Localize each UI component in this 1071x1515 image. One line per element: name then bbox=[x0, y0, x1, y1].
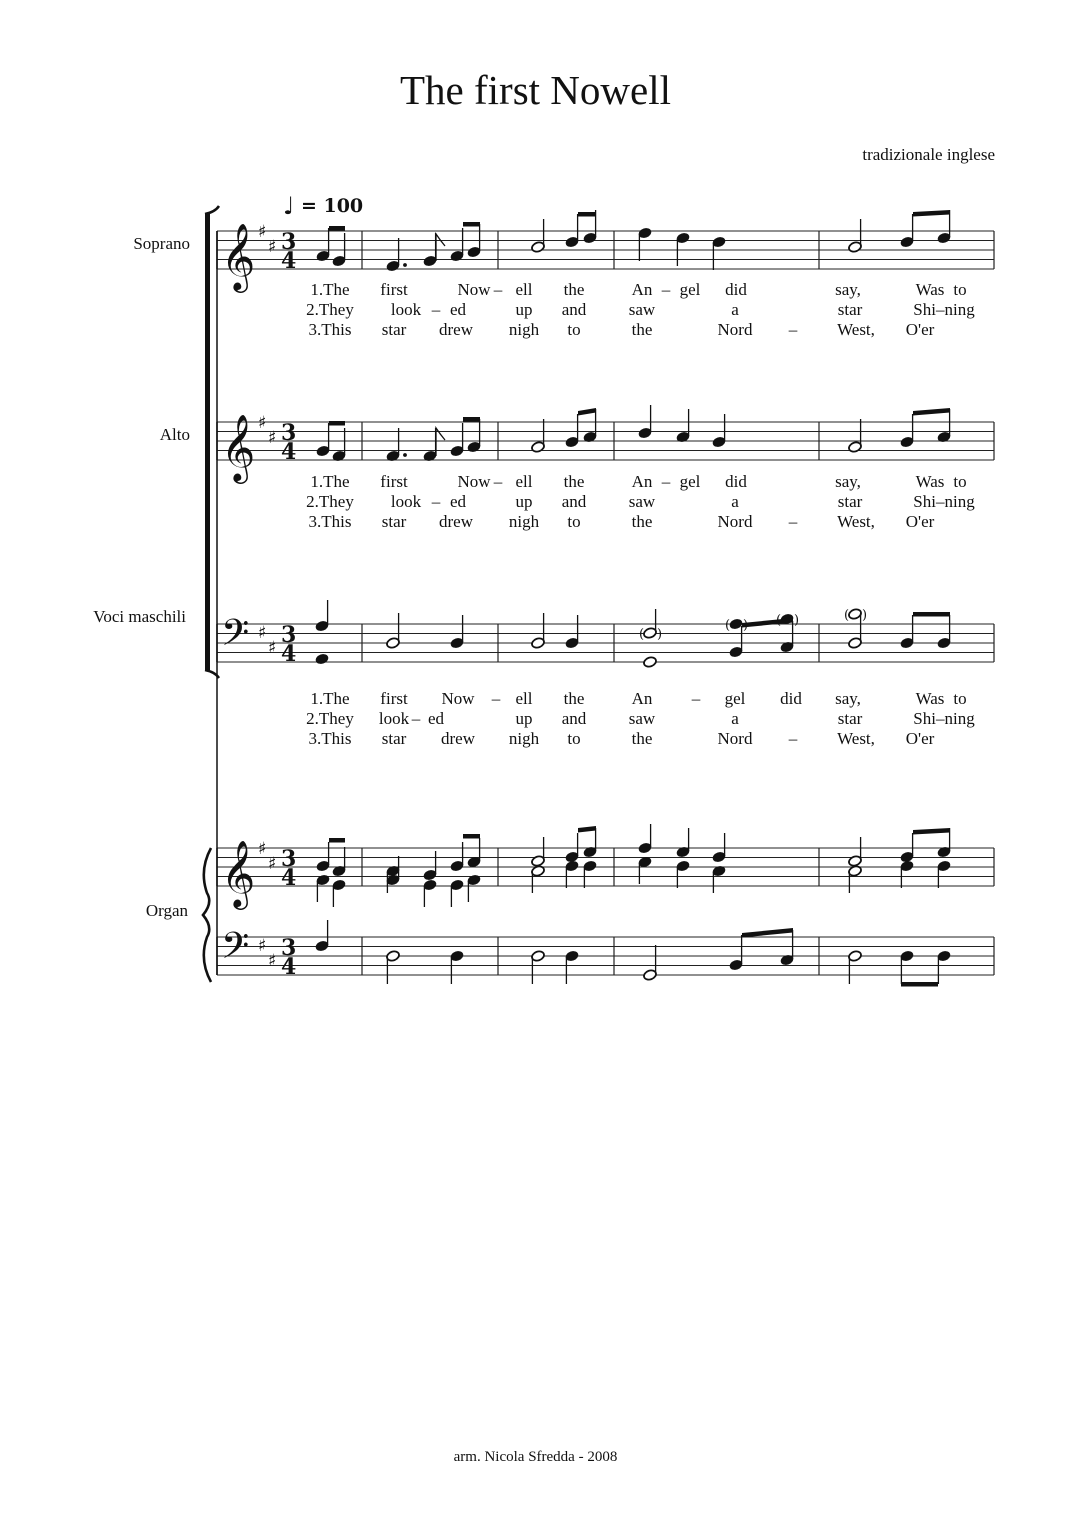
note bbox=[900, 860, 915, 888]
lyric-men-verse2: look bbox=[378, 709, 410, 728]
note bbox=[467, 224, 482, 258]
time-signature-unit: 4 bbox=[281, 865, 297, 891]
note bbox=[937, 210, 952, 244]
note bbox=[900, 615, 915, 649]
lyric-soprano-verse1: Now bbox=[457, 280, 491, 299]
note bbox=[565, 950, 580, 984]
lyric-soprano-verse2: up bbox=[515, 300, 533, 319]
notehead bbox=[643, 656, 658, 669]
sharp-icon: ♯ bbox=[268, 638, 277, 658]
beam bbox=[742, 928, 793, 938]
lyric-alto-verse2: look bbox=[390, 492, 422, 511]
lyric-soprano-verse2: – bbox=[431, 300, 441, 319]
lyric-soprano-verse3: – bbox=[788, 320, 798, 339]
sharp-icon: ♯ bbox=[268, 237, 277, 257]
note bbox=[450, 879, 465, 907]
lyric-soprano-verse2: 2.They bbox=[306, 300, 354, 319]
lyric-soprano-verse3: to bbox=[567, 320, 581, 339]
beam bbox=[742, 618, 793, 628]
lyric-men-verse1: 1.The bbox=[310, 689, 350, 708]
note bbox=[332, 428, 347, 462]
note bbox=[676, 409, 691, 443]
lyric-soprano-verse1: 1.The bbox=[310, 280, 350, 299]
beam bbox=[913, 612, 950, 617]
lyric-alto-verse1: Now bbox=[457, 472, 491, 491]
beam bbox=[578, 408, 596, 416]
lyric-men-verse3: O'er bbox=[905, 729, 935, 748]
lyric-alto-verse3: West, bbox=[837, 512, 875, 531]
note bbox=[937, 860, 952, 888]
beam bbox=[463, 417, 480, 422]
note bbox=[423, 851, 438, 881]
note bbox=[467, 419, 482, 453]
lyric-soprano-verse1: say, bbox=[835, 280, 861, 299]
quarter-note-icon: ♩ bbox=[283, 192, 295, 220]
lyric-men-verse2: up bbox=[515, 709, 533, 728]
lyric-men-verse3: – bbox=[788, 729, 798, 748]
parenthesis: ( bbox=[725, 618, 731, 633]
beam bbox=[463, 834, 480, 839]
time-signature-beats: 3 bbox=[281, 229, 297, 255]
lyric-soprano-verse3: nigh bbox=[508, 320, 540, 339]
lyric-soprano-verse1: first bbox=[380, 280, 408, 299]
lyric-soprano-verse1: An bbox=[631, 280, 653, 299]
note bbox=[450, 950, 465, 984]
lyric-soprano-verse2: saw bbox=[628, 300, 656, 319]
lyric-alto-verse3: the bbox=[631, 512, 653, 531]
lyric-soprano-verse3: star bbox=[381, 320, 407, 339]
flag bbox=[436, 428, 445, 456]
lyric-men-verse1: – bbox=[491, 689, 501, 708]
lyric-soprano-verse2: a bbox=[731, 300, 739, 319]
lyric-soprano-verse1: – bbox=[493, 280, 503, 299]
bass-clef-icon: 𝄢 bbox=[221, 925, 250, 976]
note bbox=[531, 219, 546, 253]
note bbox=[423, 879, 438, 907]
note bbox=[315, 920, 330, 952]
note bbox=[937, 615, 952, 649]
lyric-men-verse1: did bbox=[780, 689, 802, 708]
note bbox=[450, 615, 465, 649]
lyric-alto-verse1: – bbox=[661, 472, 671, 491]
lyric-alto-verse1: ell bbox=[515, 472, 533, 491]
note bbox=[531, 950, 546, 984]
lyric-soprano-verse2: Shi–ning bbox=[913, 300, 975, 319]
lyric-men-verse3: nigh bbox=[508, 729, 540, 748]
treble-clef-icon: 𝄞 bbox=[221, 839, 256, 907]
lyric-alto-verse1: An bbox=[631, 472, 653, 491]
note bbox=[531, 613, 546, 649]
lyric-soprano-verse1: gel bbox=[679, 280, 701, 299]
lyric-soprano-verse2: and bbox=[561, 300, 587, 319]
note bbox=[332, 847, 347, 877]
lyric-men-verse3: Nord bbox=[717, 729, 753, 748]
note bbox=[450, 228, 465, 262]
lyric-soprano-verse2: ed bbox=[449, 300, 467, 319]
lyric-men-verse3: star bbox=[381, 729, 407, 748]
lyric-alto-verse2: ed bbox=[449, 492, 467, 511]
note bbox=[848, 419, 863, 453]
lyric-soprano-verse1: did bbox=[725, 280, 747, 299]
note bbox=[531, 865, 546, 893]
sharp-icon: ♯ bbox=[268, 428, 277, 448]
lyric-men-verse3: drew bbox=[441, 729, 475, 748]
choir-bracket bbox=[205, 214, 210, 670]
note bbox=[467, 874, 482, 902]
note bbox=[316, 874, 331, 902]
note bbox=[848, 837, 863, 867]
note bbox=[643, 656, 658, 669]
lyric-men-verse3: West, bbox=[837, 729, 875, 748]
treble-clef-icon: 𝄞 bbox=[221, 222, 256, 290]
dot bbox=[403, 263, 407, 267]
note bbox=[386, 613, 401, 649]
arranger-footer: arm. Nicola Sfredda - 2008 bbox=[453, 1449, 618, 1465]
note bbox=[638, 856, 653, 884]
lyric-alto-verse2: and bbox=[561, 492, 587, 511]
note bbox=[937, 409, 952, 443]
lyric-alto-verse1: gel bbox=[679, 472, 701, 491]
note bbox=[780, 621, 795, 653]
lyric-soprano-verse1: Was bbox=[915, 280, 945, 299]
note bbox=[531, 837, 546, 867]
time-signature-unit: 4 bbox=[281, 439, 297, 465]
lyric-alto-verse3: nigh bbox=[508, 512, 540, 531]
lyric-alto-verse3: O'er bbox=[905, 512, 935, 531]
lyric-men-verse2: star bbox=[837, 709, 863, 728]
lyric-alto-verse1: first bbox=[380, 472, 408, 491]
lyric-soprano-verse3: O'er bbox=[905, 320, 935, 339]
lyric-alto-verse1: 1.The bbox=[310, 472, 350, 491]
beam bbox=[329, 838, 345, 843]
note bbox=[450, 423, 465, 457]
lyric-alto-verse1: the bbox=[563, 472, 585, 491]
sharp-icon: ♯ bbox=[258, 623, 267, 643]
lyric-soprano-verse3: 3.This bbox=[308, 320, 352, 339]
lyric-men-verse1: to bbox=[953, 689, 967, 708]
lyric-men-verse2: a bbox=[731, 709, 739, 728]
lyric-men-verse2: 2.They bbox=[306, 709, 354, 728]
sharp-icon: ♯ bbox=[268, 854, 277, 874]
sharp-icon: ♯ bbox=[268, 951, 277, 971]
note bbox=[316, 228, 331, 262]
parenthesis: ) bbox=[862, 608, 868, 623]
lyric-soprano-verse3: the bbox=[631, 320, 653, 339]
time-signature-unit: 4 bbox=[281, 641, 297, 667]
lyric-men-verse2: – bbox=[411, 709, 421, 728]
lyric-alto-verse1: say, bbox=[835, 472, 861, 491]
lyric-alto-verse2: star bbox=[837, 492, 863, 511]
note bbox=[729, 626, 744, 658]
lyric-soprano-verse1: ell bbox=[515, 280, 533, 299]
lyric-men-verse1: Now bbox=[441, 689, 475, 708]
note bbox=[676, 232, 691, 266]
bracket-hook bbox=[205, 206, 219, 214]
note bbox=[712, 865, 727, 893]
beam bbox=[463, 222, 480, 227]
lyric-soprano-verse3: West, bbox=[837, 320, 875, 339]
note bbox=[937, 950, 952, 984]
instrument-name-men: Voci maschili bbox=[93, 607, 186, 626]
lyric-alto-verse3: – bbox=[788, 512, 798, 531]
treble-clef-icon: 𝄞 bbox=[221, 413, 256, 481]
lyric-alto-verse3: 3.This bbox=[308, 512, 352, 531]
note bbox=[676, 828, 691, 858]
note bbox=[386, 950, 401, 984]
note bbox=[712, 236, 727, 270]
beam bbox=[578, 826, 596, 833]
note bbox=[565, 615, 580, 649]
note bbox=[638, 227, 653, 261]
note bbox=[316, 423, 331, 457]
lyric-soprano-verse1: – bbox=[661, 280, 671, 299]
sharp-icon: ♯ bbox=[258, 839, 267, 859]
lyric-alto-verse3: Nord bbox=[717, 512, 753, 531]
composer-credit: tradizionale inglese bbox=[862, 145, 995, 164]
note bbox=[844, 608, 867, 623]
lyric-alto-verse1: to bbox=[953, 472, 967, 491]
lyric-alto-verse2: a bbox=[731, 492, 739, 511]
note bbox=[386, 428, 407, 462]
lyric-men-verse1: An bbox=[631, 689, 653, 708]
bass-clef-icon: 𝄢 bbox=[221, 612, 250, 663]
instrument-name-organ: Organ bbox=[145, 901, 188, 920]
lyric-soprano-verse3: drew bbox=[439, 320, 473, 339]
note bbox=[643, 945, 658, 981]
staff-organ-left bbox=[217, 925, 994, 980]
time-signature-beats: 3 bbox=[281, 622, 297, 648]
lyric-men-verse2: ed bbox=[427, 709, 445, 728]
time-signature-beats: 3 bbox=[281, 935, 297, 961]
flag bbox=[436, 234, 445, 261]
lyric-alto-verse2: – bbox=[431, 492, 441, 511]
lyric-men-verse2: saw bbox=[628, 709, 656, 728]
time-signature-beats: 3 bbox=[281, 420, 297, 446]
beam bbox=[578, 212, 596, 217]
note bbox=[639, 609, 662, 642]
parenthesis: ( bbox=[639, 627, 645, 642]
lyric-men-verse3: 3.This bbox=[308, 729, 352, 748]
note bbox=[467, 838, 482, 868]
parenthesis: ) bbox=[794, 613, 800, 628]
note bbox=[583, 828, 598, 858]
note bbox=[638, 824, 653, 854]
note bbox=[332, 879, 347, 907]
note bbox=[780, 930, 795, 966]
lyric-alto-verse3: to bbox=[567, 512, 581, 531]
beam bbox=[913, 210, 950, 217]
time-signature-unit: 4 bbox=[281, 954, 297, 980]
note bbox=[729, 935, 744, 971]
parenthesis: ) bbox=[657, 627, 663, 642]
parenthesis: ( bbox=[844, 608, 850, 623]
piano-brace bbox=[203, 848, 211, 982]
lyric-alto-verse3: drew bbox=[439, 512, 473, 531]
lyric-alto-verse1: – bbox=[493, 472, 503, 491]
beam bbox=[329, 421, 345, 426]
notehead bbox=[315, 653, 330, 666]
lyric-men-verse1: say, bbox=[835, 689, 861, 708]
note bbox=[565, 860, 580, 888]
lyric-men-verse1: first bbox=[380, 689, 408, 708]
lyric-men-verse1: Was bbox=[915, 689, 945, 708]
tempo-value: = 100 bbox=[300, 195, 364, 217]
lyric-soprano-verse2: star bbox=[837, 300, 863, 319]
note bbox=[423, 428, 438, 462]
note bbox=[900, 950, 915, 984]
lyric-soprano-verse3: Nord bbox=[717, 320, 753, 339]
lyric-soprano-verse1: to bbox=[953, 280, 967, 299]
note bbox=[315, 653, 330, 666]
lyric-men-verse3: the bbox=[631, 729, 653, 748]
lyric-soprano-verse2: look bbox=[390, 300, 422, 319]
lyric-alto-verse2: Shi–ning bbox=[913, 492, 975, 511]
sharp-icon: ♯ bbox=[258, 936, 267, 956]
score-title: The first Nowell bbox=[400, 67, 671, 113]
staff-men bbox=[217, 612, 994, 667]
beam bbox=[329, 226, 345, 231]
note bbox=[848, 865, 863, 893]
lyric-men-verse2: Shi–ning bbox=[913, 709, 975, 728]
lyric-men-verse1: gel bbox=[724, 689, 746, 708]
lyric-men-verse1: the bbox=[563, 689, 585, 708]
lyric-men-verse3: to bbox=[567, 729, 581, 748]
note bbox=[676, 860, 691, 888]
time-signature-unit: 4 bbox=[281, 248, 297, 274]
instrument-name-alto: Alto bbox=[159, 425, 190, 444]
lyric-men-verse1: ell bbox=[515, 689, 533, 708]
lyric-alto-verse2: up bbox=[515, 492, 533, 511]
time-signature-beats: 3 bbox=[281, 846, 297, 872]
sharp-icon: ♯ bbox=[258, 413, 267, 433]
note bbox=[315, 600, 330, 632]
lyric-alto-verse1: did bbox=[725, 472, 747, 491]
note bbox=[531, 419, 546, 453]
lyric-alto-verse3: star bbox=[381, 512, 407, 531]
sharp-icon: ♯ bbox=[258, 222, 267, 242]
beam bbox=[901, 982, 938, 987]
beam bbox=[913, 408, 950, 416]
dot bbox=[403, 453, 407, 457]
note bbox=[848, 950, 863, 984]
instrument-name-soprano: Soprano bbox=[133, 234, 190, 253]
lyric-soprano-verse1: the bbox=[563, 280, 585, 299]
lyric-alto-verse2: 2.They bbox=[306, 492, 354, 511]
note bbox=[848, 219, 863, 253]
lyric-men-verse2: and bbox=[561, 709, 587, 728]
lyric-alto-verse2: saw bbox=[628, 492, 656, 511]
note bbox=[583, 860, 598, 888]
lyric-alto-verse1: Was bbox=[915, 472, 945, 491]
beam bbox=[913, 828, 950, 835]
note bbox=[386, 238, 407, 272]
lyric-men-verse1: – bbox=[691, 689, 701, 708]
